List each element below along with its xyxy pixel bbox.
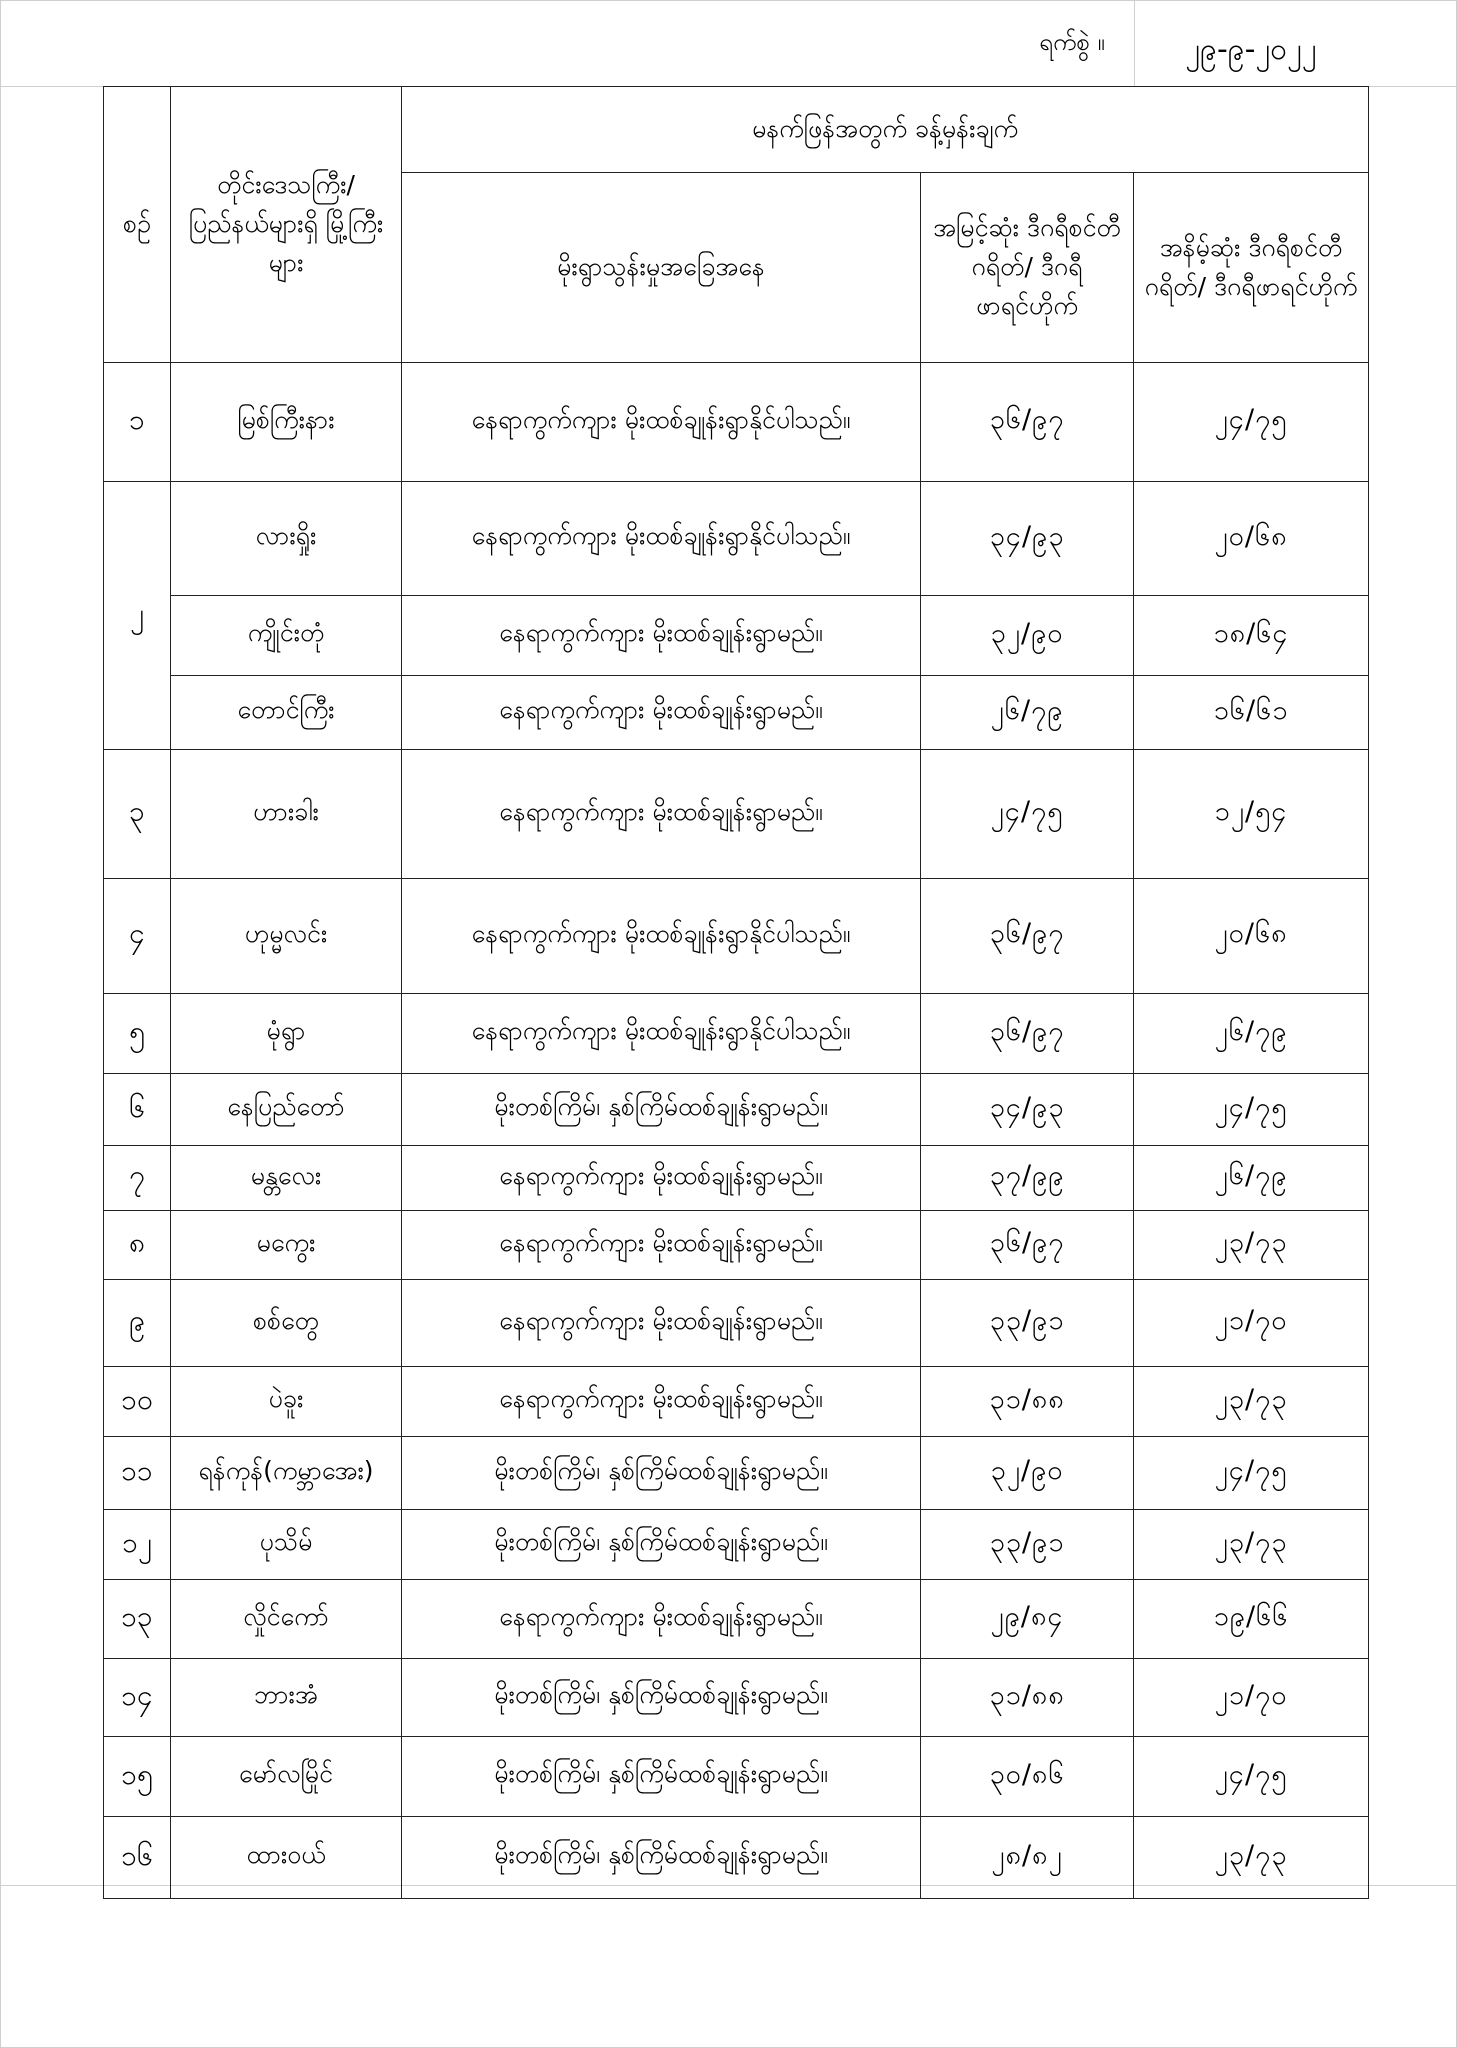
row-no: ၁ xyxy=(104,363,171,482)
row-min-temp: ၂၃/၇၃ xyxy=(1134,1211,1369,1280)
header-rule-left xyxy=(0,86,104,87)
row-condition: မိုးတစ်ကြိမ်၊ နှစ်ကြိမ်ထစ်ချုန်းရွာမည်။ xyxy=(402,1737,921,1817)
row-condition: နေရာကွက်ကျား မိုးထစ်ချုန်းရွာမည်။ xyxy=(402,676,921,750)
row-no: ၆ xyxy=(104,1074,171,1146)
row-max-temp: ၂၉/၈၄ xyxy=(921,1580,1134,1659)
row-min-temp: ၂၄/၇၅ xyxy=(1134,1437,1369,1510)
row-min-temp: ၂၄/၇၅ xyxy=(1134,1074,1369,1146)
row-max-temp: ၃၃/၉၁ xyxy=(921,1510,1134,1580)
row-max-temp: ၃၁/၈၈ xyxy=(921,1367,1134,1437)
row-city: ဟုမ္မလင်း xyxy=(171,879,402,994)
row-condition: မိုးတစ်ကြိမ်၊ နှစ်ကြိမ်ထစ်ချုန်းရွာမည်။ xyxy=(402,1510,921,1580)
row-min-temp: ၂၃/၇၃ xyxy=(1134,1817,1369,1899)
table-row xyxy=(104,1580,1369,1659)
row-city: ပုသိမ် xyxy=(171,1510,402,1580)
row-city: လှိုင်ကော် xyxy=(171,1580,402,1659)
row-city: မော်လမြိုင် xyxy=(171,1737,402,1817)
row-condition: နေရာကွက်ကျား မိုးထစ်ချုန်းရွာနိုင်ပါသည်။ xyxy=(402,363,921,482)
row-city: စစ်တွေ xyxy=(171,1280,402,1367)
row-condition: မိုးတစ်ကြိမ်၊ နှစ်ကြိမ်ထစ်ချုန်းရွာမည်။ xyxy=(402,1817,921,1899)
table-row xyxy=(104,363,1369,482)
header-rule-right xyxy=(1368,86,1456,87)
date-value: ၂၉-၉-၂၀၂၂ xyxy=(1185,32,1317,67)
table-header-row xyxy=(104,87,1369,173)
row-max-temp: ၂၈/၈၂ xyxy=(921,1817,1134,1899)
row-condition: မိုးတစ်ကြိမ်၊ နှစ်ကြိမ်ထစ်ချုန်းရွာမည်။ xyxy=(402,1074,921,1146)
row-no: ၅ xyxy=(104,994,171,1074)
row-min-temp: ၂၆/၇၉ xyxy=(1134,1146,1369,1211)
row-city: တောင်ကြီး xyxy=(171,676,402,750)
row-condition: နေရာကွက်ကျား မိုးထစ်ချုန်းရွာမည်။ xyxy=(402,596,921,676)
row-no: ၉ xyxy=(104,1280,171,1367)
row-condition: နေရာကွက်ကျား မိုးထစ်ချုန်းရွာနိုင်ပါသည်။ xyxy=(402,879,921,994)
row-max-temp: ၃၁/၈၈ xyxy=(921,1659,1134,1737)
row-max-temp: ၂၄/၇၅ xyxy=(921,750,1134,879)
column-header-condition: မိုးရွာသွန်းမှုအခြေအနေ xyxy=(402,173,921,363)
row-max-temp: ၃၄/၉၃ xyxy=(921,1074,1134,1146)
table-row xyxy=(104,1074,1369,1146)
table-row xyxy=(104,1211,1369,1280)
table-row xyxy=(104,879,1369,994)
row-city: ထားဝယ် xyxy=(171,1817,402,1899)
column-header-no: စဉ် xyxy=(104,87,171,363)
row-no: ၁၂ xyxy=(104,1510,171,1580)
row-min-temp: ၂၄/၇၅ xyxy=(1134,1737,1369,1817)
row-no: ၃ xyxy=(104,750,171,879)
table-row xyxy=(104,482,1369,596)
date-label: ရက်စွဲ ။ xyxy=(1039,28,1105,56)
row-city: မကွေး xyxy=(171,1211,402,1280)
row-no: ၈ xyxy=(104,1211,171,1280)
row-max-temp: ၃၃/၉၁ xyxy=(921,1280,1134,1367)
table-row xyxy=(104,1737,1369,1817)
group-header-forecast: မနက်ဖြန်အတွက် ခန့်မှန်းချက် xyxy=(402,87,1369,173)
row-condition: နေရာကွက်ကျား မိုးထစ်ချုန်းရွာမည်။ xyxy=(402,1367,921,1437)
row-no: ၁၆ xyxy=(104,1817,171,1899)
row-max-temp: ၃၆/၉၇ xyxy=(921,363,1134,482)
table-row xyxy=(104,1367,1369,1437)
row-condition: နေရာကွက်ကျား မိုးထစ်ချုန်းရွာမည်။ xyxy=(402,1280,921,1367)
row-no: ၇ xyxy=(104,1146,171,1211)
row-condition: နေရာကွက်ကျား မိုးထစ်ချုန်းရွာမည်။ xyxy=(402,1146,921,1211)
row-no: ၁၄ xyxy=(104,1659,171,1737)
row-max-temp: ၃၆/၉၇ xyxy=(921,994,1134,1074)
row-condition: နေရာကွက်ကျား မိုးထစ်ချုန်းရွာနိုင်ပါသည်။ xyxy=(402,482,921,596)
row-condition: နေရာကွက်ကျား မိုးထစ်ချုန်းရွာမည်။ xyxy=(402,1580,921,1659)
row-min-temp: ၂၃/၇၃ xyxy=(1134,1367,1369,1437)
row-max-temp: ၃၄/၉၃ xyxy=(921,482,1134,596)
row-min-temp: ၂၀/၆၈ xyxy=(1134,879,1369,994)
row-max-temp: ၃၂/၉၀ xyxy=(921,596,1134,676)
table-row xyxy=(104,750,1369,879)
row-min-temp: ၂၃/၇၃ xyxy=(1134,1510,1369,1580)
row-city: မန္တလေး xyxy=(171,1146,402,1211)
row-city: ပဲခူး xyxy=(171,1367,402,1437)
row-no: ၁၅ xyxy=(104,1737,171,1817)
row-min-temp: ၁၂/၅၄ xyxy=(1134,750,1369,879)
forecast-table xyxy=(103,86,1369,1899)
row-city: နေပြည်တော် xyxy=(171,1074,402,1146)
row-condition: မိုးတစ်ကြိမ်၊ နှစ်ကြိမ်ထစ်ချုန်းရွာမည်။ xyxy=(402,1659,921,1737)
row-city: လားရှိုး xyxy=(171,482,402,596)
row-max-temp: ၃၀/၈၆ xyxy=(921,1737,1134,1817)
row-condition: မိုးတစ်ကြိမ်၊ နှစ်ကြိမ်ထစ်ချုန်းရွာမည်။ xyxy=(402,1437,921,1510)
table-row xyxy=(104,676,1369,750)
row-min-temp: ၂၆/၇၉ xyxy=(1134,994,1369,1074)
row-min-temp: ၁၉/၆၆ xyxy=(1134,1580,1369,1659)
row-city: မြစ်ကြီးနား xyxy=(171,363,402,482)
row-no: ၂ xyxy=(104,482,171,750)
table-row xyxy=(104,1280,1369,1367)
table-row xyxy=(104,596,1369,676)
column-header-min: အနိမ့်ဆုံး ဒီဂရီစင်တီဂရိတ်/ ဒီဂရီဖာရင်ဟိုက် xyxy=(1134,173,1369,363)
row-no: ၄ xyxy=(104,879,171,994)
row-max-temp: ၃၇/၉၉ xyxy=(921,1146,1134,1211)
row-max-temp: ၃၆/၉၇ xyxy=(921,1211,1134,1280)
row-condition: နေရာကွက်ကျား မိုးထစ်ချုန်းရွာမည်။ xyxy=(402,750,921,879)
row-max-temp: ၃၂/၉၀ xyxy=(921,1437,1134,1510)
column-header-city: တိုင်းဒေသကြီး/ ပြည်နယ်များရှိ မြို့ကြီးများ xyxy=(171,87,402,363)
table-row xyxy=(104,1437,1369,1510)
row-min-temp: ၂၄/၇၅ xyxy=(1134,363,1369,482)
table-row xyxy=(104,994,1369,1074)
row-min-temp: ၂၁/၇၀ xyxy=(1134,1280,1369,1367)
column-header-max: အမြင့်ဆုံး ဒီဂရီစင်တီဂရိတ်/ ဒီဂရီဖာရင်ဟိုက် xyxy=(921,173,1134,363)
row-city: မုံရွာ xyxy=(171,994,402,1074)
row-min-temp: ၁၆/၆၁ xyxy=(1134,676,1369,750)
row-max-temp: ၃၆/၉၇ xyxy=(921,879,1134,994)
table-row xyxy=(104,1817,1369,1899)
table-row xyxy=(104,1659,1369,1737)
table-row xyxy=(104,1146,1369,1211)
row-city: ကျိုင်းတုံ xyxy=(171,596,402,676)
table-row xyxy=(104,1510,1369,1580)
row-no: ၁၃ xyxy=(104,1580,171,1659)
row-no: ၁၁ xyxy=(104,1437,171,1510)
row-city: ရန်ကုန်(ကမ္ဘာအေး) xyxy=(171,1437,402,1510)
row-city: ဟားခါး xyxy=(171,750,402,879)
row-no: ၁၀ xyxy=(104,1367,171,1437)
row-max-temp: ၂၆/၇၉ xyxy=(921,676,1134,750)
row-condition: နေရာကွက်ကျား မိုးထစ်ချုန်းရွာမည်။ xyxy=(402,1211,921,1280)
row-city: ဘားအံ xyxy=(171,1659,402,1737)
row-min-temp: ၁၈/၆၄ xyxy=(1134,596,1369,676)
row-min-temp: ၂၀/၆၈ xyxy=(1134,482,1369,596)
row-condition: နေရာကွက်ကျား မိုးထစ်ချုန်းရွာနိုင်ပါသည်။ xyxy=(402,994,921,1074)
row-min-temp: ၂၁/၇၀ xyxy=(1134,1659,1369,1737)
